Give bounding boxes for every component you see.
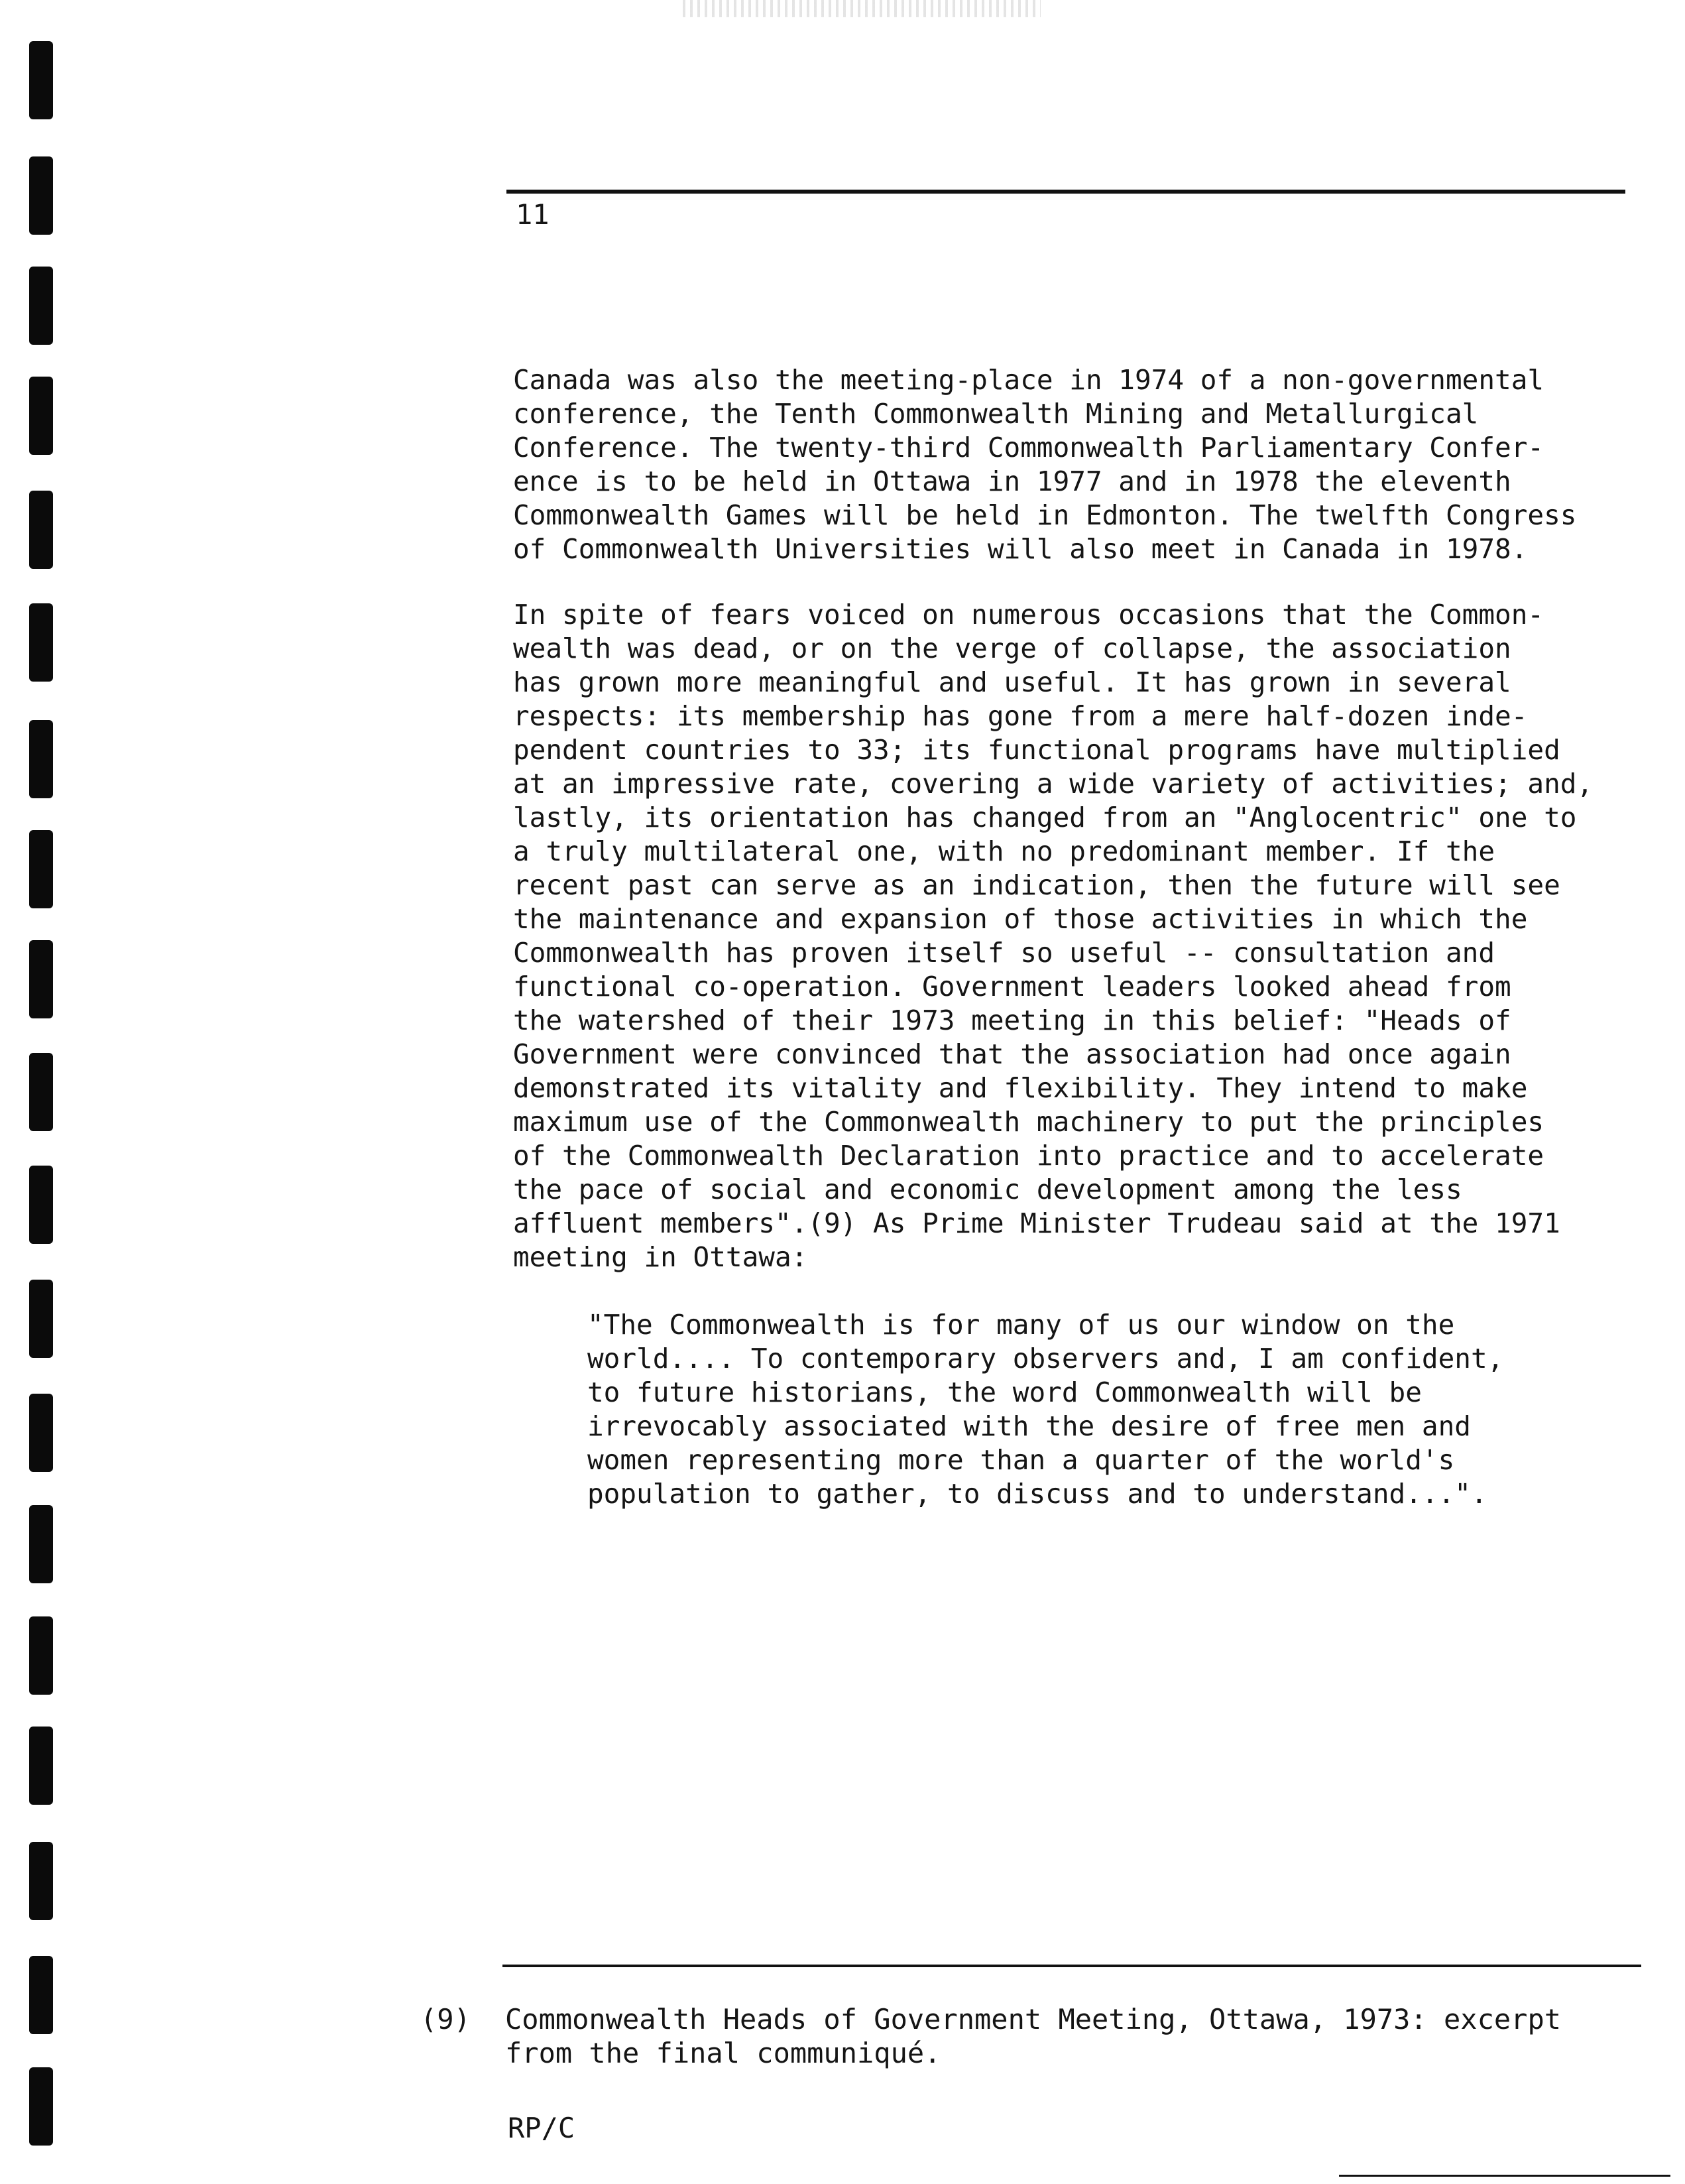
- paragraph-commonwealth-growth: In spite of fears voiced on numerous occasions that the Common- wealth was dead, or on the verge of collapse, the association has grown more meaningful and useful. It has grown in several respects: its membership has gone from a mere half-dozen inde- pendent countries to 33; its functional programs have multiplied at an impressive rate, covering a wide variety of activities; and, lastly, its orientation has changed from an "Anglocentric" one to a truly multilateral one, with no predominant member. If the recent past can serve as an indication, then the future will see the maintenance and expansion of those activities in which the Commonwealth has proven itself so useful -- consultation and functional co-operation. Government leaders looked ahead from the watershed of their 1973 meeting in this belief: "Heads of Government were convinced that the association had once again demonstrated its vitality and flexibility. They intend to make maximum use of the Commonwealth machinery to put the principles of the Commonwealth Declaration into practice and to accelerate the pace of social and economic development among the less affluent members".(9) As Prime Minister Trudeau said at the 1971 meeting in Ottawa:: [513, 599, 1594, 1273]
- binding-hole-mark: [29, 2067, 53, 2146]
- binding-hole-mark: [29, 940, 53, 1018]
- binding-hole-mark: [29, 1280, 53, 1358]
- binding-hole-mark: [29, 1727, 53, 1805]
- bottom-rule: [1339, 2175, 1670, 2177]
- scan-smudge: [683, 0, 1041, 17]
- binding-hole-mark: [29, 491, 53, 569]
- binding-hole-mark: [29, 603, 53, 682]
- binding-hole-mark: [29, 267, 53, 345]
- trudeau-quote: "The Commonwealth is for many of us our window on the world.... To contemporary observers and, I am confident, to future historians, the word Commonwealth will be irrevocably associated with the desire of free men and women representing more than a quarter of the world's population to gather, to discuss and to understand...".: [587, 1309, 1504, 1510]
- footnote-text: Commonwealth Heads of Government Meeting, Ottawa, 1973: excerpt from the final communiqué.: [505, 2003, 1562, 2069]
- binding-hole-mark: [29, 1956, 53, 2034]
- binding-hole-mark: [29, 720, 53, 798]
- footnote-rule: [502, 1965, 1641, 1967]
- header-rule: [506, 190, 1625, 194]
- binding-hole-mark: [29, 377, 53, 455]
- binding-hole-mark: [29, 1166, 53, 1244]
- binding-hole-mark: [29, 1505, 53, 1583]
- binding-hole-mark: [29, 41, 53, 119]
- binding-hole-mark: [29, 156, 53, 235]
- binding-hole-mark: [29, 1616, 53, 1695]
- footnote-number: (9): [420, 2003, 471, 2035]
- reference-code: RP/C: [508, 2112, 575, 2144]
- binding-hole-mark: [29, 830, 53, 908]
- page-number: 11: [516, 198, 550, 231]
- binding-hole-mark: [29, 1394, 53, 1472]
- binding-hole-mark: [29, 1053, 53, 1131]
- paragraph-canada-meetings: Canada was also the meeting-place in 1974 of a non-governmental conference, the Tenth Commonwealth Mining and Metallurgical Conference. The twenty-third Commonwealth Parliamentary Confer- ence is to be held in Ottawa in 1977 and in 1978 the eleventh Commonwealth Games will be held in Edmonton. The twelfth Congress of Commonwealth Universities will also meet in Canada in 1978.: [513, 364, 1577, 565]
- binding-hole-mark: [29, 1842, 53, 1920]
